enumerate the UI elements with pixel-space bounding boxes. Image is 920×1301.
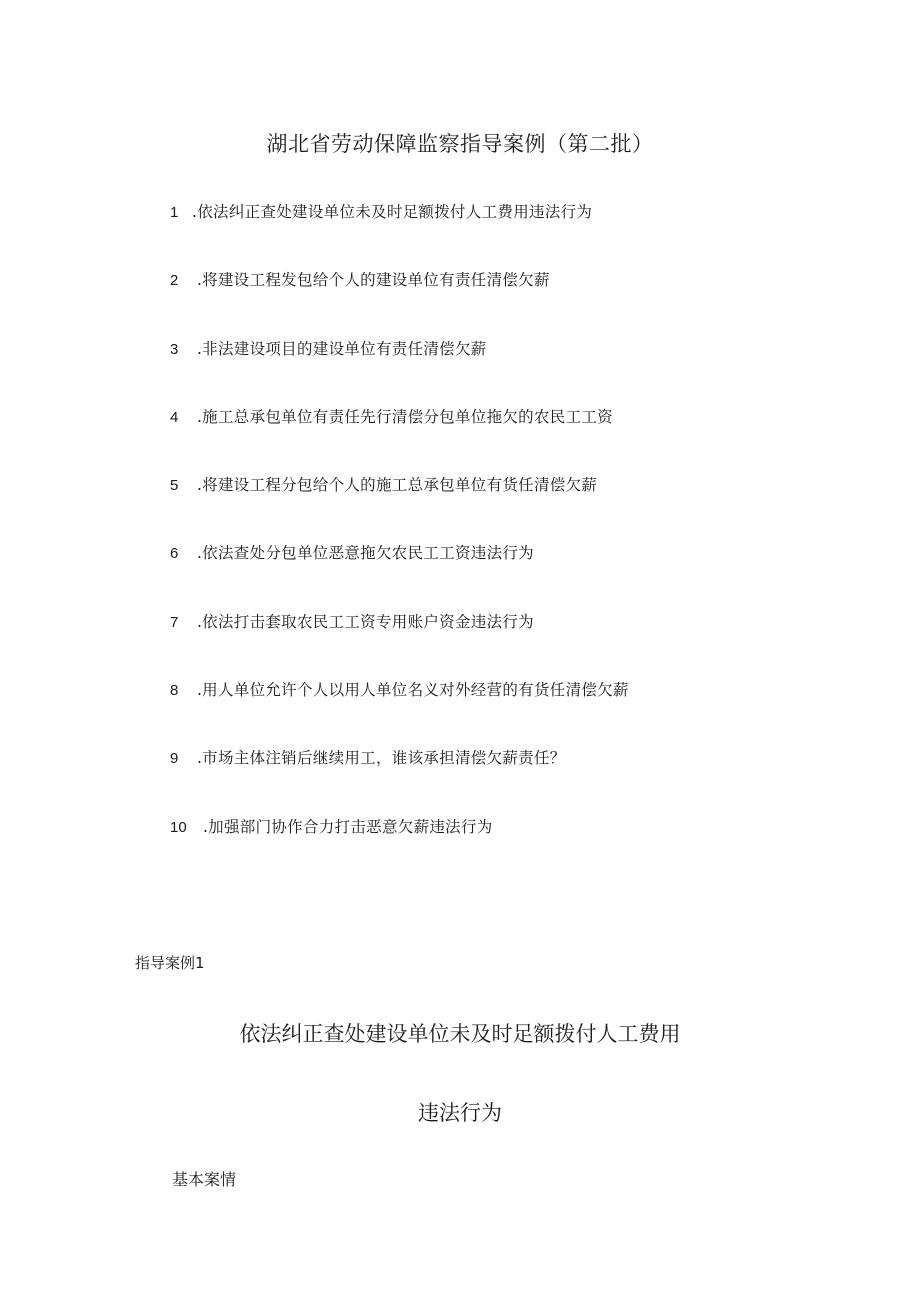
toc-item-text: .加强部门协作合力打击恶意欠薪违法行为 (202, 817, 493, 836)
toc-item-text: .将建设工程发包给个人的建设单位有责任清偿欠薪 (196, 271, 550, 290)
toc-item-text: .依法查处分包单位恶意拖欠农民工工资违法行为 (196, 544, 534, 563)
toc-item-4 (170, 405, 629, 473)
toc-item-6 (170, 541, 629, 609)
toc-item-text: .市场主体注销后继续用工，谁该承担清偿欠薪责任？ (196, 749, 566, 768)
case-title-line-2: 违法行为 (418, 1101, 502, 1125)
section-label: 指导案例1 (135, 954, 205, 972)
toc-item-5 (170, 473, 629, 541)
page-title: 湖北省劳动保障监察指导案例（第二批） (266, 132, 654, 156)
case-title-line-1: 依法纠正查处建设单位未及时足额拨付人工费用 (239, 1022, 681, 1046)
toc-item-number: 8 (170, 682, 179, 700)
toc-item-9 (170, 746, 629, 814)
toc-item-number: 7 (170, 613, 179, 631)
toc-item-number: 3 (170, 340, 179, 358)
toc-item-text: .用人单位允许个人以用人单位名义对外经营的有货任清偿欠薪 (196, 681, 629, 700)
toc-item-8 (170, 678, 629, 746)
toc-item-number: 1 (170, 204, 179, 221)
toc-item-10 (170, 815, 629, 883)
toc-item-text: .非法建设项目的建设单位有责任清偿欠薪 (196, 339, 487, 358)
toc-item-number: 6 (170, 545, 179, 563)
table-of-contents (170, 200, 629, 883)
toc-item-1 (170, 200, 629, 268)
toc-item-text: .施工总承包单位有责任先行清偿分包单位拖欠的农民工工资 (196, 407, 613, 426)
toc-item-2 (170, 268, 629, 336)
toc-item-text: .依法打击套取农民工工资专用账户资金违法行为 (196, 612, 534, 631)
toc-item-number: 10 (170, 818, 187, 836)
toc-item-number: 9 (170, 750, 179, 768)
toc-item-text: .依法纠正查处建设单位未及时足额拨付人工费用违法行为 (192, 203, 593, 221)
toc-item-number: 4 (170, 408, 179, 426)
toc-item-number: 2 (170, 272, 179, 290)
toc-item-number: 5 (170, 477, 179, 495)
toc-item-text: .将建设工程分包给个人的施工总承包单位有货任清偿欠薪 (196, 476, 598, 495)
toc-item-3 (170, 337, 629, 405)
toc-item-7 (170, 610, 629, 678)
subheading: 基本案情 (172, 1170, 237, 1189)
